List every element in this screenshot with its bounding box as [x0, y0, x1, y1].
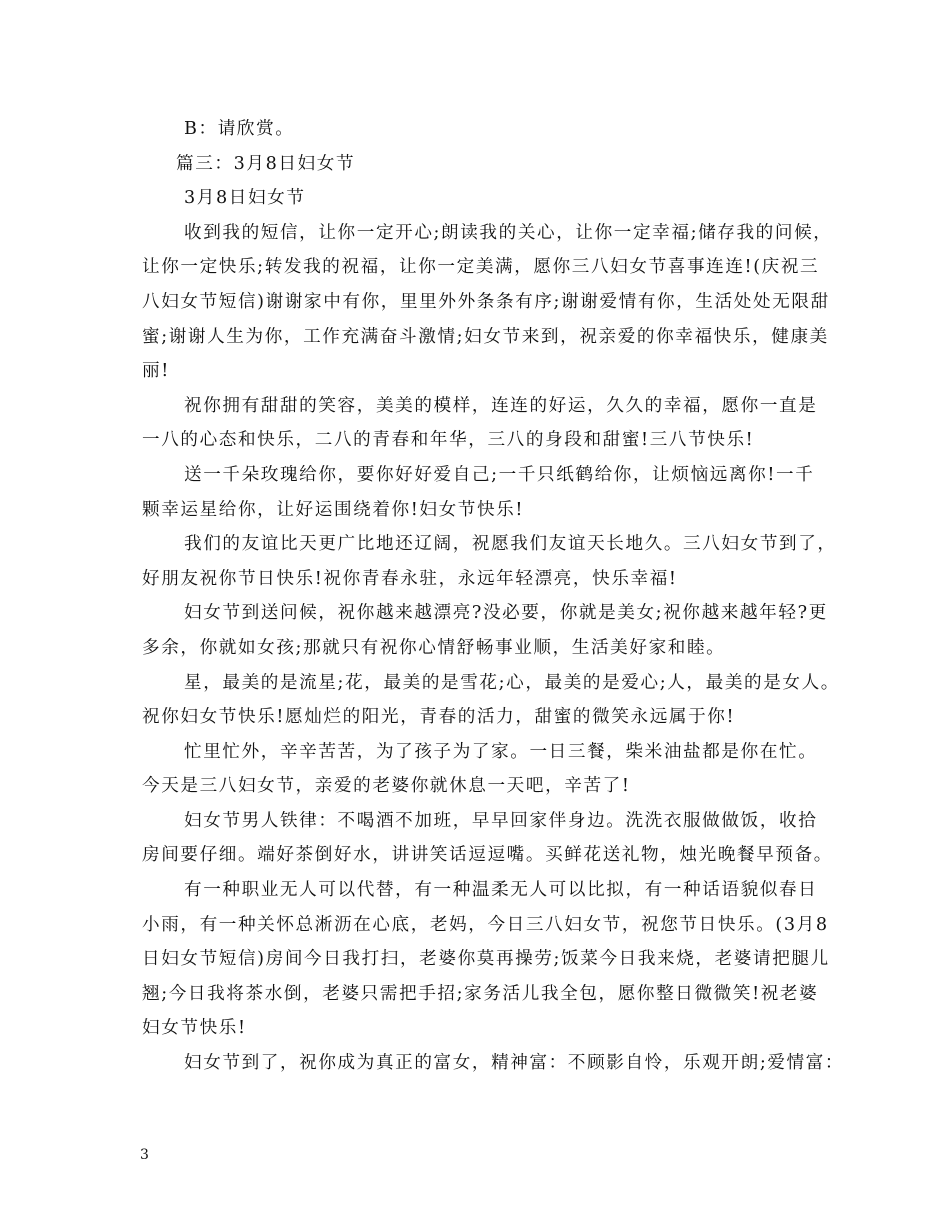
text-line: 颗幸运星给你，让好运围绕着你!妇女节快乐!: [142, 499, 525, 520]
text-line: 八妇女节短信)谢谢家中有你，里里外外条条有序;谢谢爱情有你，生活处处无限甜: [142, 291, 830, 312]
text-line: 今天是三八妇女节，亲爱的老婆你就休息一天吧，辛苦了!: [142, 776, 631, 797]
text-line: 小雨，有一种关怀总淅沥在心底，老妈，今日三八妇女节，祝您节日快乐。(3月8: [142, 914, 829, 935]
text-line: B：请欣赏。: [184, 119, 295, 139]
section-heading: 篇三：3月8日妇女节: [176, 153, 356, 174]
text-line: 丽!: [142, 361, 170, 382]
text-line: 翘;今日我将茶水倒，老婆只需把手招;家务活儿我全包，愿你整日微微笑!祝老婆: [142, 983, 819, 1004]
text-line: 有一种职业无人可以代替，有一种温柔无人可以比拟，有一种话语貌似春日: [184, 880, 818, 901]
text-line: 忙里忙外，辛辛苦苦，为了孩子为了家。一日三餐，柴米油盐都是你在忙。: [184, 741, 818, 762]
document-body: [142, 112, 845, 1081]
text-line: 祝你拥有甜甜的笑容，美美的模样，连连的好运，久久的幸福，愿你一直是: [184, 395, 818, 416]
text-line: 送一千朵玫瑰给你，要你好好爱自己;一千只纸鹤给你，让烦恼远离你!一千: [184, 464, 815, 485]
text-line: 好朋友祝你节日快乐!祝你青春永驻，永远年轻漂亮，快乐幸福!: [142, 568, 678, 589]
text-line: 我们的友谊比天更广比地还辽阔，祝愿我们友谊天长地久。三八妇女节到了，: [184, 534, 837, 555]
text-line: 让你一定快乐;转发我的祝福，让你一定美满，愿你三八妇女节喜事连连!(庆祝三: [142, 257, 820, 278]
text-line: 妇女节快乐!: [142, 1018, 247, 1039]
text-line: 日妇女节短信)房间今日我打扫，老婆你莫再操劳;饭菜今日我来烧，老婆请把腿儿: [142, 949, 830, 970]
text-line: 收到我的短信，让你一定开心;朗读我的关心，让你一定幸福;储存我的问候，: [184, 222, 833, 243]
text-line: 妇女节到送问候，祝你越来越漂亮?没必要，你就是美女;祝你越来越年轻?更: [184, 603, 828, 624]
text-line: 房间要仔细。端好茶倒好水，讲讲笑话逗逗嘴。买鲜花送礼物，烛光晚餐早预备。: [142, 845, 833, 866]
document-title: 3月8日妇女节: [184, 188, 306, 209]
text-line: 一八的心态和快乐，二八的青春和年华，三八的身段和甜蜜!三八节快乐!: [142, 430, 755, 451]
text-line: 祝你妇女节快乐!愿灿烂的阳光，青春的活力，甜蜜的微笑永远属于你!: [142, 707, 736, 728]
text-line: 妇女节到了，祝你成为真正的富女，精神富：不顾影自怜，乐观开朗;爱情富：: [184, 1053, 845, 1074]
text-line: 蜜;谢谢人生为你，工作充满奋斗激情;妇女节来到，祝亲爱的你幸福快乐，健康美: [142, 326, 829, 347]
text-line: 多余，你就如女孩;那就只有祝你心情舒畅事业顺，生活美好家和睦。: [142, 637, 726, 658]
text-line: 星，最美的是流星;花，最美的是雪花;心，最美的是爱心;人，最美的是女人。: [184, 672, 840, 693]
page-number: 3: [140, 1147, 149, 1163]
text-line: 妇女节男人铁律：不喝酒不加班，早早回家伴身边。洗洗衣服做做饭，收拾: [184, 810, 818, 831]
